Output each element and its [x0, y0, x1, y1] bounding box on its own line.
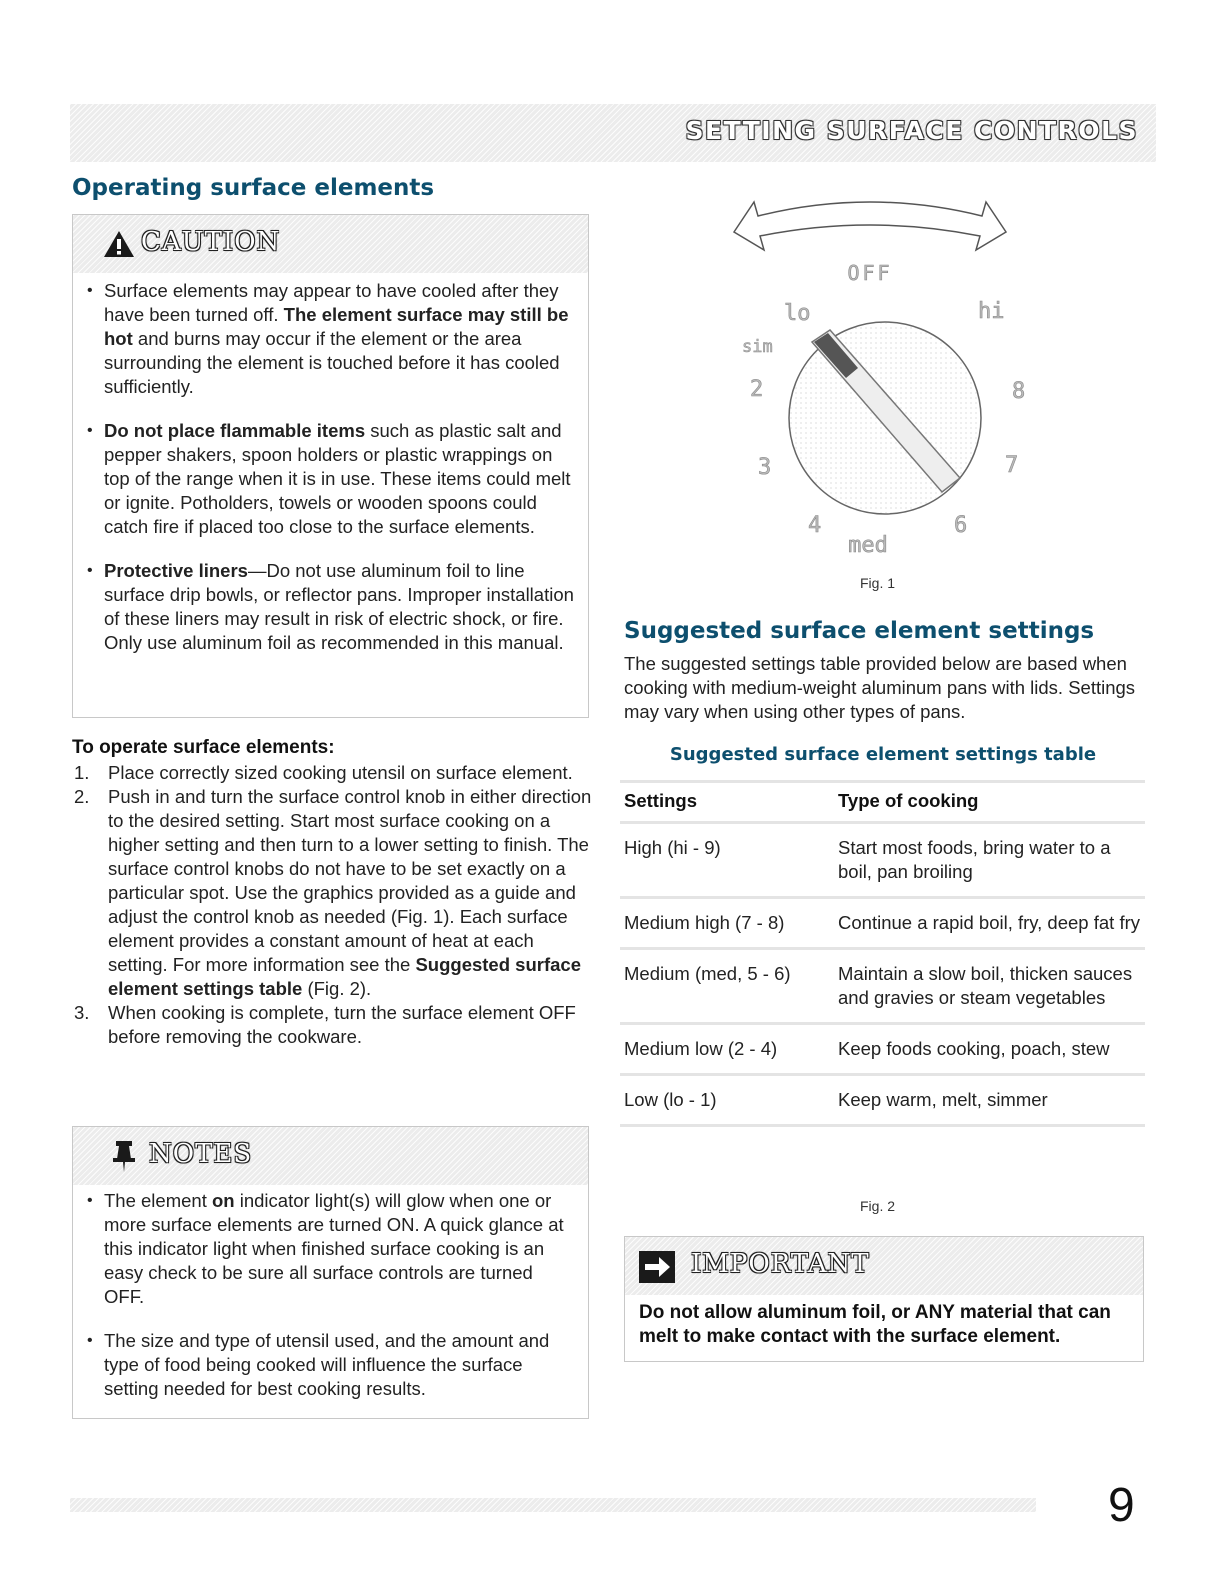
dial-label-7: 7 — [1005, 453, 1019, 478]
table-cell: Medium high (7 - 8) — [624, 912, 785, 933]
dial-label-3: 3 — [758, 455, 772, 480]
important-header — [625, 1237, 1143, 1295]
fig1-caption: Fig. 1 — [860, 575, 896, 591]
important-text: Do not allow aluminum foil, or ANY material that can melt to make contact with the surface element. — [639, 1302, 1111, 1347]
dial-label-2: 2 — [750, 377, 764, 402]
operating-heading: Operating surface elements — [72, 175, 435, 201]
pushpin-icon — [113, 1139, 135, 1173]
caution-header — [73, 215, 588, 273]
warning-triangle-icon — [103, 229, 135, 259]
knob-dial-graphic — [720, 192, 1040, 572]
page-number: 9 — [1108, 1479, 1135, 1532]
important-box — [624, 1236, 1144, 1362]
dial-label-6: 6 — [954, 513, 968, 538]
footer-bar — [70, 1498, 1036, 1512]
suggested-heading: Suggested surface element settings — [624, 618, 1095, 644]
note-item: • The size and type of utensil used, and the amount and type of food being cooked will influence the surface setting needed for best cooking results. — [87, 1329, 576, 1401]
step-item: 1. Place correctly sized cooking utensil on surface element. — [74, 762, 573, 783]
fig2-caption: Fig. 2 — [860, 1198, 896, 1214]
table-row — [620, 949, 1145, 1024]
table-cell: Keep warm, melt, simmer — [838, 1089, 1048, 1110]
caution-item: • Do not place flammable items such as plastic salt and pepper shakers, spoon holders or plastic wrappings on top of the range when it is in use. These items could melt or ignite. Potholders, towels or wooden spoons could catch fire if placed too close to the surface elements. — [87, 419, 576, 539]
notes-header — [73, 1127, 588, 1185]
note-item: • The element on indicator light(s) will glow when one or more surface elements are turned ON. A quick glance at this indicator light when finished surface cooking is an easy check to be sure all surface controls are turned OFF. — [87, 1189, 576, 1309]
table-cell: Low (lo - 1) — [624, 1089, 717, 1110]
dial-label-med: med — [848, 533, 888, 558]
rotation-arrow-icon — [734, 202, 1006, 250]
column-header: Settings — [624, 790, 697, 811]
notes-box — [72, 1126, 589, 1419]
table-cell: Continue a rapid boil, fry, deep fat fry — [838, 912, 1140, 933]
table-cell: Medium (med, 5 - 6) — [624, 963, 791, 984]
notes-label: NOTES — [149, 1139, 253, 1169]
table-row — [620, 823, 1145, 898]
table-cell: Maintain a slow boil, thicken sauces and gravies or steam vegetables — [838, 963, 1133, 1008]
table-header-row — [620, 782, 1145, 823]
suggested-paragraph: The suggested settings table provided below are based when cooking with medium-weight aluminum pans with lids. Settings may vary when using other types of pans. — [624, 653, 1136, 722]
column-header: Type of cooking — [838, 790, 979, 811]
step-item: 2. Push in and turn the surface control knob in either direction to the desired setting. Start most surface cooking on a higher setting and then turn to a lower setting to finish. The surface control knobs do not have to be set exactly on a particular spot. Use the graphics provided as a guide and adjust the control knob as needed (Fig. 1). Each surface element provides a constant amount of heat at each setting. For more information see the Suggested surface element settings table (Fig. 2). — [74, 786, 592, 999]
section-title: SETTING SURFACE CONTROLS — [685, 116, 1138, 145]
dial-label-hi: hi — [978, 299, 1005, 324]
steps-heading: To operate surface elements: — [72, 737, 335, 758]
settings-table — [620, 780, 1145, 1127]
table-row — [620, 1024, 1145, 1075]
dial-label-lo: lo — [784, 301, 811, 326]
operate-steps — [72, 737, 592, 1049]
control-knob-diagram — [720, 192, 1040, 572]
arrow-right-icon — [639, 1251, 675, 1283]
caution-item: • Protective liners—Do not use aluminum foil to line surface drip bowls, or reflector pans. Improper installation of these liners may result in risk of electric shock, or fire. Only use aluminum foil as recommended in this manual. — [87, 559, 576, 655]
table-row — [620, 898, 1145, 949]
table-cell: High (hi - 9) — [624, 837, 721, 858]
table-cell: Keep foods cooking, poach, stew — [838, 1038, 1110, 1059]
dial-label-off: OFF — [847, 261, 893, 285]
dial-label-sim: sim — [742, 337, 773, 357]
table-title: Suggested surface element settings table — [669, 744, 1097, 765]
table-cell: Start most foods, bring water to a boil, pan broiling — [838, 837, 1111, 882]
table-row — [620, 1075, 1145, 1126]
important-label: IMPORTANT — [691, 1249, 870, 1279]
section-header-bar — [70, 104, 1156, 162]
table-cell: Medium low (2 - 4) — [624, 1038, 778, 1059]
step-item: 3. When cooking is complete, turn the surface element OFF before removing the cookware. — [74, 1002, 576, 1047]
caution-label: CAUTION — [141, 227, 281, 257]
dial-label-4: 4 — [808, 513, 822, 538]
dial-label-8: 8 — [1012, 379, 1026, 404]
caution-item: • Surface elements may appear to have cooled after they have been turned off. The element surface may still be hot and burns may occur if the element or the area surrounding the element is touched before it has cooled sufficiently. — [87, 279, 576, 399]
caution-box — [72, 214, 589, 718]
